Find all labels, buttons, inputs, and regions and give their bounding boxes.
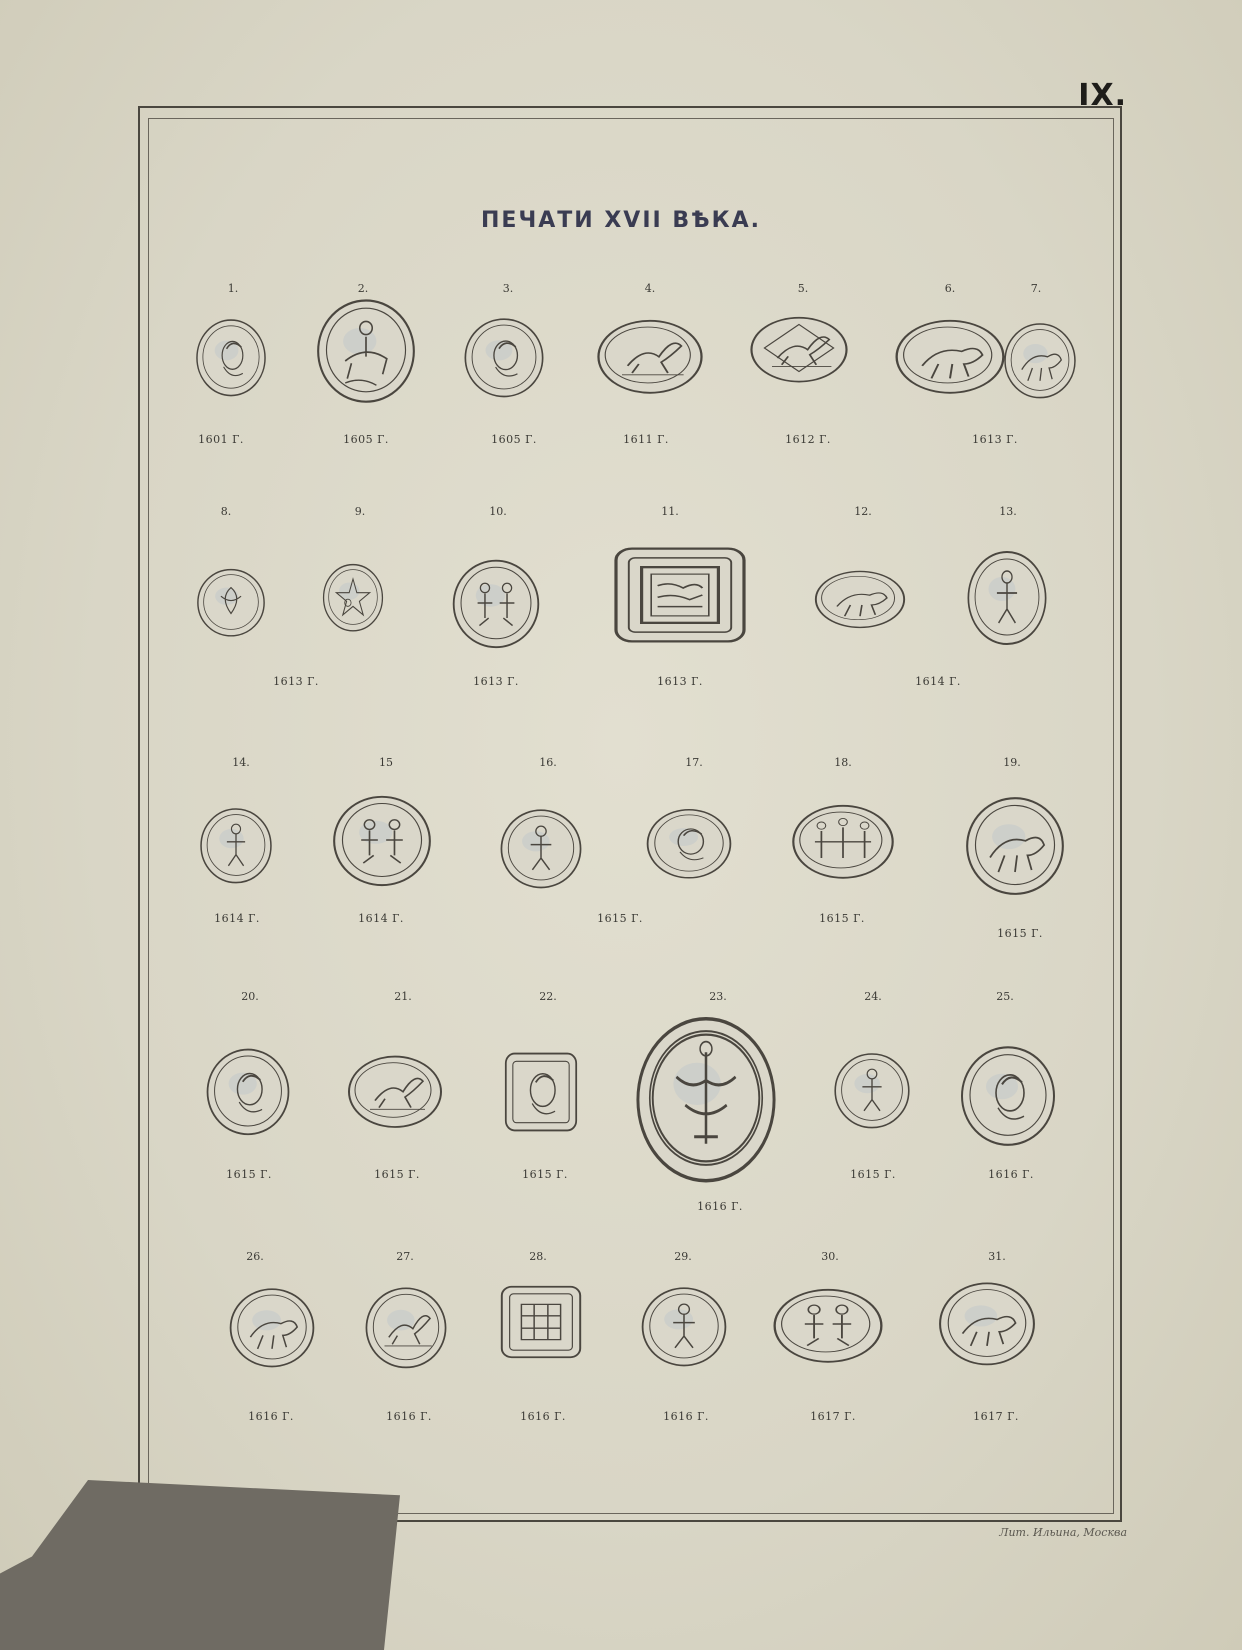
seal-number-29: 29. xyxy=(674,1250,692,1263)
seal-image-15 xyxy=(330,792,434,888)
seal-date-7: 1613 Г. xyxy=(273,675,319,688)
seal-date-13: 1615 Г. xyxy=(597,912,643,925)
seal-image-10 xyxy=(450,556,542,650)
seal-number-13: 13. xyxy=(999,505,1017,518)
seal-date-21: 1616 Г. xyxy=(697,1200,743,1213)
seal-image-11 xyxy=(600,537,760,653)
seal-date-15: 1615 Г. xyxy=(997,927,1043,940)
seal-number-20: 20. xyxy=(241,990,259,1003)
seal-number-2: 2. xyxy=(357,282,369,295)
seal-image-27 xyxy=(363,1284,449,1370)
seal-number-17: 17. xyxy=(685,756,703,769)
seal-number-31: 31. xyxy=(988,1250,1006,1263)
seal-image-9 xyxy=(321,561,385,633)
seal-image-4 xyxy=(594,310,706,400)
seal-number-22: 22. xyxy=(539,990,557,1003)
seal-date-20: 1616 Г. xyxy=(988,1168,1034,1181)
seal-number-5: 5. xyxy=(797,282,809,295)
seal-date-14: 1615 Г. xyxy=(819,912,865,925)
seal-date-19: 1615 Г. xyxy=(850,1168,896,1181)
seal-number-12: 12. xyxy=(854,505,872,518)
seal-image-25 xyxy=(958,1042,1058,1148)
plate-title: ПЕЧАТИ XVII ВѢКА. xyxy=(481,208,761,233)
seal-number-11: 11. xyxy=(661,505,679,518)
seal-number-24: 24. xyxy=(864,990,882,1003)
seal-number-3: 3. xyxy=(502,282,514,295)
seal-number-26: 26. xyxy=(246,1250,264,1263)
seal-date-23: 1616 Г. xyxy=(386,1410,432,1423)
seal-date-1: 1601 Г. xyxy=(198,433,244,446)
seal-image-28 xyxy=(492,1278,590,1366)
seal-image-30 xyxy=(770,1279,886,1369)
seal-image-29 xyxy=(639,1284,729,1368)
seal-date-11: 1614 Г. xyxy=(214,912,260,925)
seal-image-19 xyxy=(963,793,1067,897)
seal-image-20 xyxy=(204,1045,292,1137)
printer-credit: Лит. Ильина, Москва xyxy=(999,1526,1127,1539)
seal-image-5 xyxy=(745,306,853,390)
seal-image-16 xyxy=(498,806,584,890)
seal-number-21: 21. xyxy=(394,990,412,1003)
seal-date-24: 1616 Г. xyxy=(520,1410,566,1423)
seal-number-9: 9. xyxy=(354,505,366,518)
seal-number-6: 6. xyxy=(944,282,956,295)
seal-date-6: 1613 Г. xyxy=(972,433,1018,446)
seal-number-8: 8. xyxy=(220,505,232,518)
seal-date-4: 1611 Г. xyxy=(623,433,669,446)
seal-image-26 xyxy=(227,1285,317,1369)
seal-number-10: 10. xyxy=(489,505,507,518)
seal-date-12: 1614 Г. xyxy=(358,912,404,925)
seal-image-23 xyxy=(632,1010,780,1186)
seal-number-15: 15 xyxy=(379,756,393,769)
seal-image-6 xyxy=(892,310,1008,400)
seal-date-17: 1615 Г. xyxy=(374,1168,420,1181)
seal-image-31 xyxy=(936,1279,1038,1367)
seal-image-18 xyxy=(789,795,897,885)
seal-image-13 xyxy=(965,547,1049,647)
seal-date-5: 1612 Г. xyxy=(785,433,831,446)
seal-number-25: 25. xyxy=(996,990,1014,1003)
seal-number-16: 16. xyxy=(539,756,557,769)
seal-number-18: 18. xyxy=(834,756,852,769)
seal-image-1 xyxy=(194,316,268,398)
seal-image-14 xyxy=(198,805,274,885)
seal-image-3 xyxy=(462,315,546,399)
seal-date-22: 1616 Г. xyxy=(248,1410,294,1423)
seal-date-16: 1615 Г. xyxy=(226,1168,272,1181)
plate-number: IX. xyxy=(1078,78,1127,113)
seal-date-8: 1613 Г. xyxy=(473,675,519,688)
seal-number-23: 23. xyxy=(709,990,727,1003)
seal-image-2 xyxy=(314,295,418,405)
seal-image-12 xyxy=(812,563,908,633)
seal-date-26: 1617 Г. xyxy=(810,1410,856,1423)
seal-date-25: 1616 Г. xyxy=(663,1410,709,1423)
seal-image-7 xyxy=(1002,320,1078,400)
seal-image-24 xyxy=(832,1050,912,1130)
seal-image-17 xyxy=(644,806,734,880)
seal-number-28: 28. xyxy=(529,1250,547,1263)
seal-image-8 xyxy=(195,566,267,638)
seal-number-30: 30. xyxy=(821,1250,839,1263)
seal-number-7: 7. xyxy=(1030,282,1042,295)
seal-date-18: 1615 Г. xyxy=(522,1168,568,1181)
seal-date-27: 1617 Г. xyxy=(973,1410,1019,1423)
seal-image-22 xyxy=(497,1044,585,1140)
seal-date-9: 1613 Г. xyxy=(657,675,703,688)
seal-number-27: 27. xyxy=(396,1250,414,1263)
seal-number-14: 14. xyxy=(232,756,250,769)
seal-image-21 xyxy=(345,1046,445,1134)
seal-number-1: 1. xyxy=(227,282,239,295)
seal-number-4: 4. xyxy=(644,282,656,295)
seal-date-10: 1614 Г. xyxy=(915,675,961,688)
seal-number-19: 19. xyxy=(1003,756,1021,769)
seal-date-3: 1605 Г. xyxy=(491,433,537,446)
seal-date-2: 1605 Г. xyxy=(343,433,389,446)
